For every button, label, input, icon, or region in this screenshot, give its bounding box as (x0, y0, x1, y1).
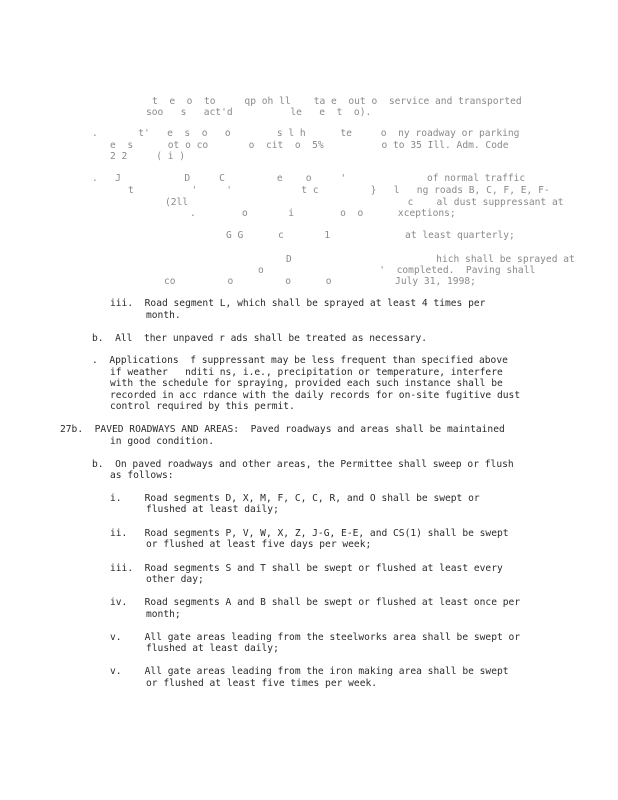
text-line: other day; (146, 574, 204, 585)
text-line: control required by this permit. (110, 401, 295, 412)
paragraph-b: b. On paved roadways and other areas, the Permittee shall sweep or flush (92, 459, 514, 470)
text-line: in good condition. (110, 436, 214, 447)
paragraph-c: . Applications f suppressant may be less frequent than specified above (92, 355, 508, 366)
text-line: . t' e s o o s l h te o ny roadway or parking (92, 128, 520, 139)
list-item-ii: ii. Road segments P, V, W, X, Z, J-G, E-E, and CS(1) shall be swept (110, 528, 509, 539)
text-line: t e o to qp oh ll ta e out o service and transported (152, 96, 522, 107)
text-line: month. (146, 310, 181, 321)
text-line: D hich shall be sprayed at (286, 254, 575, 265)
text-line: t ' ' t c } l ng roads B, C, F, E, F- (128, 185, 550, 196)
paragraph-b: b. All ther unpaved r ads shall be treated as necessary. (92, 333, 428, 344)
text-line: 2 2 ( i ) (110, 151, 186, 162)
text-line: or flushed at least five times per week. (146, 678, 378, 689)
list-item-iv: iv. Road segments A and B shall be swept or flushed at least once per (110, 597, 521, 608)
text-line: recorded in acc rdance with the daily records for on-site fugitive dust (110, 390, 521, 401)
list-item-v: v. All gate areas leading from the steelworks area shall be swept or (110, 632, 521, 643)
text-line: or flushed at least five days per week; (146, 539, 372, 550)
text-line: G G c 1 at least quarterly; (226, 230, 515, 241)
list-item-iii: iii. Road segment L, which shall be sprayed at least 4 times per (110, 298, 486, 309)
text-line: . o i o o xceptions; (190, 208, 456, 219)
text-line: if weather nditi ns, i.e., precipitation or temperature, interfere (110, 367, 503, 378)
text-line: (2ll c al dust suppressant at (165, 197, 564, 208)
text-line: flushed at least daily; (146, 504, 279, 515)
section-heading: 27b. PAVED ROADWAYS AND AREAS: Paved roadways and areas shall be maintained (60, 424, 505, 435)
text-line: as follows: (110, 470, 174, 481)
text-line: co o o o July 31, 1998; (164, 276, 476, 287)
text-line: flushed at least daily; (146, 643, 279, 654)
text-line: o ' completed. Paving shall (258, 265, 536, 276)
text-line: e s ot o co o cit o 5% o to 35 Ill. Adm. Code (110, 140, 509, 151)
list-item-vi: v. All gate areas leading from the iron making area shall be swept (110, 666, 509, 677)
text-line: with the schedule for spraying, provided each such instance shall be (110, 378, 503, 389)
list-item-iii: iii. Road segments S and T shall be swept or flushed at least every (110, 563, 503, 574)
text-line: . J D C e o ' of normal traffic (92, 173, 526, 184)
text-line: soo s act'd le e t o). (146, 107, 372, 118)
text-line: month; (146, 609, 181, 620)
list-item-i: i. Road segments D, X, M, F, C, C, R, and O shall be swept or (110, 493, 480, 504)
